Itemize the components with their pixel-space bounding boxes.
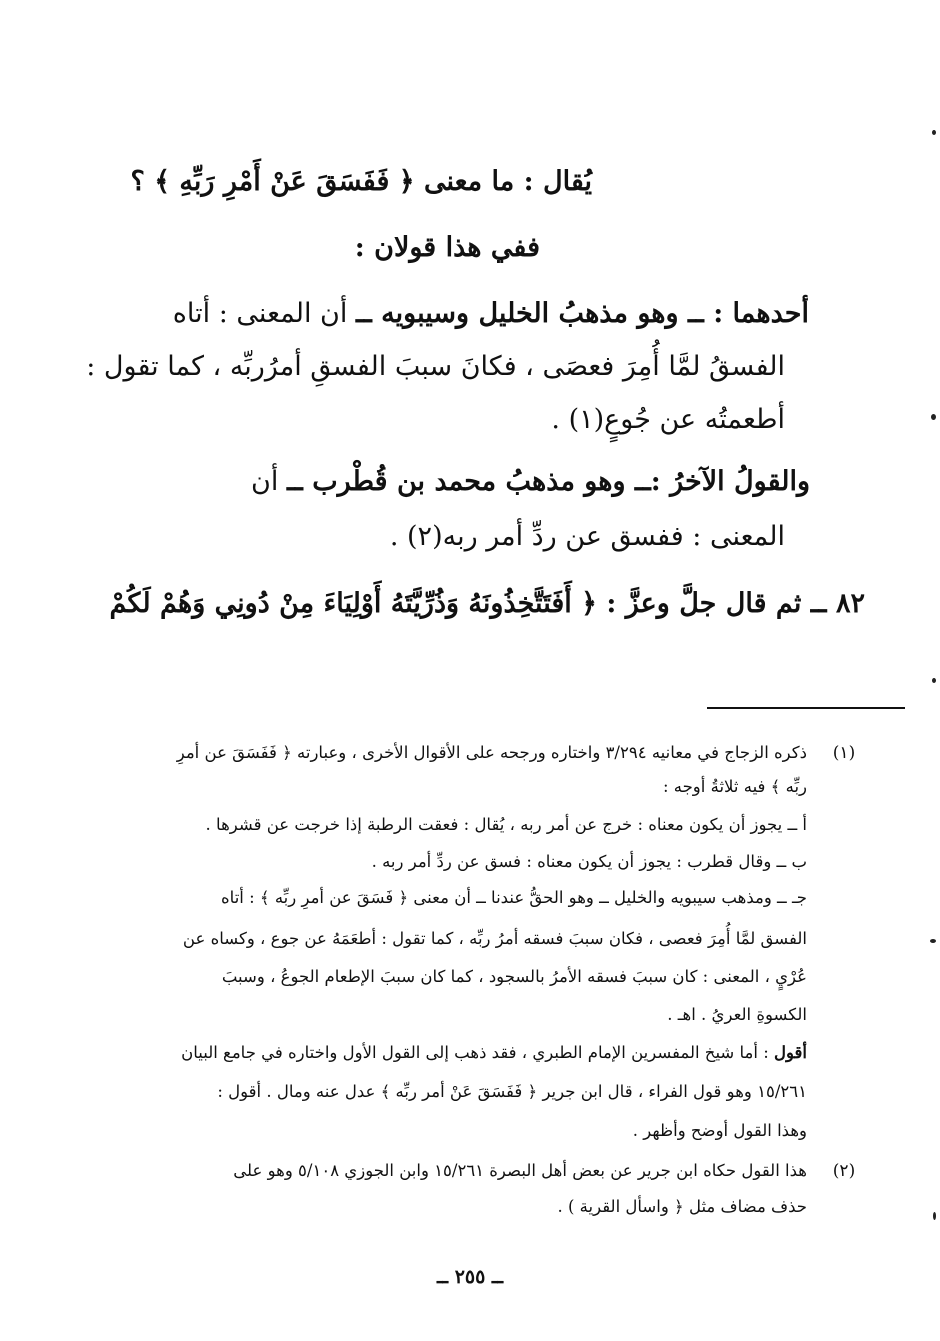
first-opinion-example: أطعمتُه عن جُوعٍ(١) .: [551, 404, 785, 435]
question-line: يُقال : ما معنى ﴿ فَفَسَقَ عَنْ أَمْرِ رَبِّهِ ﴾ ؟: [130, 166, 592, 197]
first-opinion-heading: أحدهما : ــ وهو مذهبُ الخليل وسيبويه ــ: [355, 298, 809, 329]
scan-speck: [930, 939, 936, 943]
scan-speck: [932, 130, 936, 135]
footnote-2-number: (٢): [832, 1161, 856, 1181]
footnote-1-line: جـ ــ ومذهب سيبويه والخليل ــ وهو الحقُّ عندنا ــ أن معنى ﴿ فَسَقَ عن أمرِ ربِّه ﴾ : أتاه: [221, 888, 807, 907]
footnote-2-line: هذا القول حكاه ابن جرير عن بعض أهل البصرة ١٥/٢٦١ وابن الجوزي ٥/١٠٨ وهو على: [233, 1161, 807, 1180]
akul-label: أقول: [774, 1043, 807, 1062]
first-opinion-line: [129, 292, 809, 336]
second-opinion-text: أن: [251, 466, 279, 497]
footnote-divider: [707, 707, 905, 709]
second-opinion-continuation: المعنى : ففسق عن ردِّ أمر ربه(٢) .: [389, 521, 785, 552]
akul-text: : أما شيخ المفسرين الإمام الطبري ، فقد ذهب إلى القول الأول واختاره في جامع البيان: [181, 1043, 769, 1062]
footnote-1-line: ربِّه ﴾ فيه ثلاثةُ أوجه :: [662, 777, 807, 796]
two-opinions-line: ففي هذا قولان :: [354, 232, 540, 263]
footnote-1-line: ب ــ وقال قطرب : يجوز أن يكون معناه : فسق عن ردِّ أمر ربه .: [371, 852, 807, 871]
first-opinion-continuation: الفسقُ لمَّا أُمِرَ فعصَى ، فكانَ سببَ الفسقِ أمرُربِّه ، كما تقول :: [86, 351, 785, 382]
footnote-1-line: الكسوةِ العريُ . اهـ .: [667, 1005, 807, 1024]
footnote-1-line: وهذا القول أوضح وأظهر .: [632, 1121, 807, 1140]
footnote-1-line: ١٥/٢٦١ وهو قول الفراء ، قال ابن جرير ﴿ فَفَسَقَ عَنْ أمر ربِّه ﴾ عدل عنه ومال . أقول :: [217, 1082, 807, 1101]
page-number: ــ ٢٥٥ ــ: [436, 1266, 504, 1288]
footnote-1-line: أ ــ يجوز أن يكون معناه : خرج عن أمر ربه ، يُقال : فعقت الرطبة إذا خرجت عن قشرها .: [205, 815, 807, 834]
footnote-1-line: ذكره الزجاج في معانيه ٣/٢٩٤ واختاره ورجحه على الأقوال الأخرى ، وعبارته ﴿ فَفَسَقَ عن أمرِ: [176, 743, 807, 762]
footnote-2-line: حذف مضاف مثل ﴿ واسأل القرية ) .: [557, 1197, 807, 1216]
footnote-1-line: عُرْيٍ ، المعنى : كان سببَ فسقه الأمرُ بالسجود ، كما كان سببَ الإطعام الجوعُ ، وسببَ: [221, 967, 807, 986]
second-opinion-heading: والقولُ الآخرُ :ــ وهو مذهبُ محمد بن قُطْرب ــ: [286, 466, 810, 497]
scan-speck: [931, 414, 936, 420]
first-opinion-text: أن المعنى : أتاه: [172, 298, 348, 329]
scan-speck: [932, 678, 936, 683]
verse-82-line: ٨٢ ــ ثم قال جلَّ وعزَّ : ﴿ أَفَتَتَّخِذُونَهُ وَذُرِّيَّتَهُ أَوْلِيَاءَ مِنْ دُونِي وَهُمْ لَكُمْ: [109, 588, 865, 619]
second-opinion-line: [130, 460, 810, 504]
scan-speck: [933, 1212, 936, 1220]
footnote-1-akul-line: [112, 1038, 807, 1068]
footnote-1-line: الفسق لمَّا أُمِرَ فعصى ، فكان سببَ فسقه أمرُ ربِّه ، كما تقول : أطعَمَهُ عن جوع ، وكساه عن: [182, 929, 807, 948]
footnote-1-number: (١): [832, 743, 856, 763]
